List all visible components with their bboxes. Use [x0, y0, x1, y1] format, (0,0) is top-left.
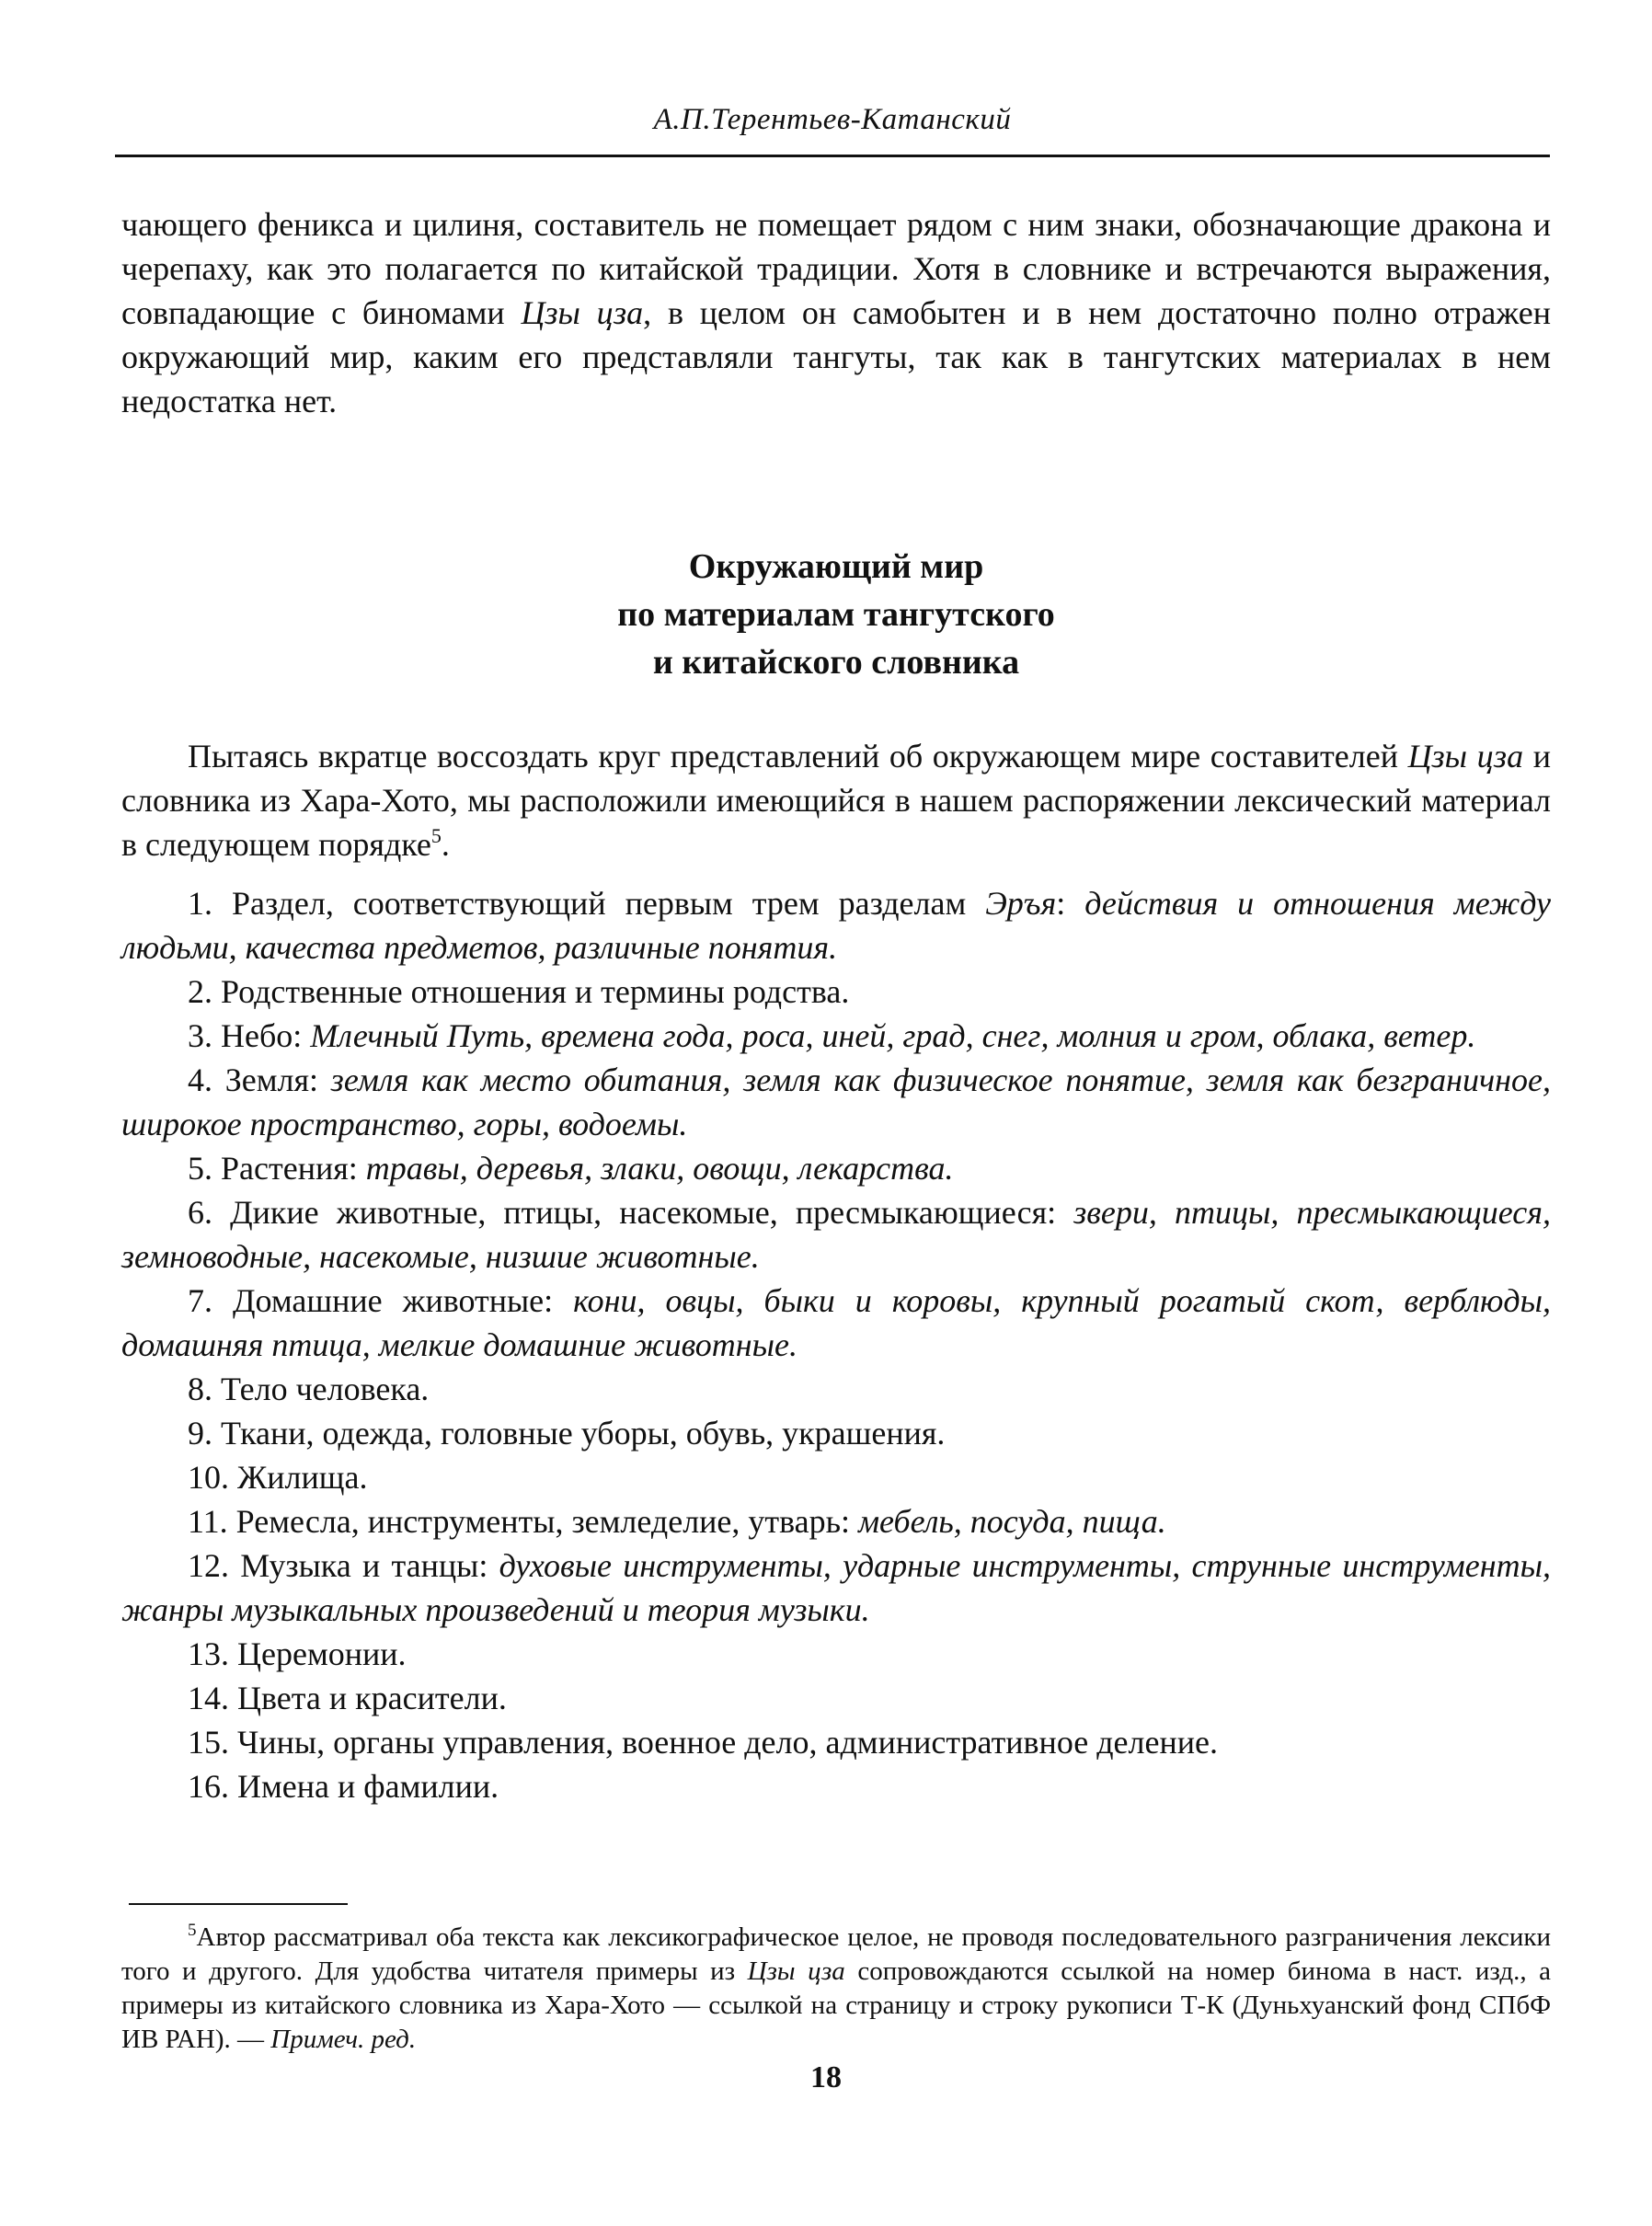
list-item — [121, 1632, 1551, 1676]
heading-line-2: по материалам тангутского — [617, 595, 1055, 634]
heading-line-3: и китайского словника — [652, 643, 1020, 682]
list-item-text: Растения: — [221, 1150, 366, 1187]
footnote-italic: Цзы цза — [747, 1956, 845, 1986]
list-item-number: 13. — [188, 1635, 229, 1672]
list-item-text: Земля: — [224, 1061, 331, 1098]
list-item-text: Ткани, одежда, головные уборы, обувь, украшения. — [221, 1415, 946, 1451]
list-item-number: 1. — [188, 885, 212, 922]
list-item-number: 4. — [188, 1061, 212, 1098]
footnote-text-2: сопровождаются ссылкой на номер бинома в наст. изд., а примеры из китайского словника из Хара-Хото — ссылкой на страницу и строку рукописи Т-К (Дуньхуанский фонд СПбФ ИВ РАН). — — [121, 1956, 1551, 2054]
list-item-italic: земля как место обитания, земля как физическое понятие, земля как безграничное, широкое пространство, горы, водоемы. — [121, 1061, 1552, 1142]
heading-line-1: Окружающий мир — [688, 547, 984, 586]
list-item-number: 8. — [188, 1371, 212, 1407]
main-text — [121, 202, 1551, 1808]
list-item-text: Небо: — [221, 1017, 311, 1054]
footnote-rule — [129, 1903, 348, 1905]
header-rule — [115, 155, 1550, 157]
list-item-number: 5. — [188, 1150, 212, 1187]
lead-text-3: . — [441, 826, 450, 863]
list-item-text: Музыка и танцы: — [240, 1547, 499, 1584]
list-item-text: Жилища. — [237, 1459, 368, 1496]
list-item — [121, 1764, 1551, 1808]
list-item-number: 16. — [188, 1768, 229, 1805]
list-item — [121, 1411, 1551, 1455]
list-item — [121, 1279, 1551, 1367]
list-item-number: 6. — [188, 1194, 212, 1231]
lead-paragraph — [121, 734, 1551, 866]
list-item — [121, 1720, 1551, 1764]
list-item-italic: кони, овцы, быки и коровы, крупный рогатый скот, верблюды, домашняя птица, мелкие домашние животные. — [121, 1282, 1551, 1363]
list-item — [121, 1146, 1551, 1190]
list-item-italic: травы, деревья, злаки, овощи, лекарства. — [365, 1150, 954, 1187]
running-head: А.П.Терентьев-Катанский — [653, 103, 1012, 136]
footnote-mark: 5 — [188, 1921, 197, 1940]
intro-paragraph — [121, 202, 1551, 423]
footnote — [121, 1921, 1551, 2057]
list-item-italic: мебель, посуда, пища. — [858, 1503, 1166, 1540]
list-item-separator: : — [1056, 885, 1085, 922]
list-item — [121, 1014, 1551, 1058]
list-item-number: 11. — [188, 1503, 228, 1540]
list-item-text: Родственные отношения и термины родства. — [221, 973, 850, 1010]
list-item — [121, 970, 1551, 1014]
topic-list — [121, 881, 1551, 1808]
lead-text-1: Пытаясь вкратце воссоздать круг представлений об окружающем мире составителей — [188, 738, 1408, 775]
lead-italic: Цзы цза — [1407, 738, 1524, 775]
list-item-text: Ремесла, инструменты, земледелие, утварь: — [235, 1503, 859, 1540]
intro-italic: Цзы цза — [521, 294, 644, 331]
list-item-italic: звери, птицы, пресмыкающиеся, земноводные, насекомые, низшие животные. — [121, 1194, 1552, 1275]
page-number: 18 — [810, 2060, 842, 2094]
list-item — [121, 1190, 1551, 1279]
list-item-number: 10. — [188, 1459, 229, 1496]
intro-rest: , в целом он самобытен и в нем достаточно полно отражен окружающий мир, каким его представляли тангуты, так как в тангутских материалах в нем недостатка нет. — [121, 294, 1551, 419]
list-item-number: 3. — [188, 1017, 212, 1054]
list-item-text: Имена и фамилии. — [237, 1768, 499, 1805]
list-item — [121, 1676, 1551, 1720]
list-item-italic: Млечный Путь, времена года, роса, иней, град, снег, молния и гром, облака, ветер. — [310, 1017, 1476, 1054]
footnote-note: Примеч. ред. — [270, 2025, 417, 2054]
list-item-number: 7. — [188, 1282, 212, 1319]
list-item-text: Чины, органы управления, военное дело, административное деление. — [237, 1724, 1218, 1761]
list-item-italic: действия и отношения между людьми, качества предметов, различные понятия. — [121, 885, 1551, 966]
list-item-number: 2. — [188, 973, 212, 1010]
list-item-text: Церемонии. — [237, 1635, 407, 1672]
list-item-number: 9. — [188, 1415, 212, 1451]
list-item — [121, 1455, 1551, 1499]
list-item — [121, 1058, 1551, 1146]
list-item-number: 14. — [188, 1680, 229, 1716]
list-item-number: 15. — [188, 1724, 229, 1761]
lead-text-2: и словника из Хара-Хото, мы расположили имеющийся в нашем распоряжении лексический материал в следующем порядке — [121, 738, 1551, 863]
intro-text: чающего феникса и цилиня, составитель не помещает рядом с ним знаки, обозначающие дракона и черепаху, как это полагается по китайской традиции. Хотя в словнике и встречаются выражения, совпадающие с биномами — [121, 206, 1551, 331]
list-item — [121, 1499, 1551, 1543]
list-item-text: Дикие животные, птицы, насекомые, пресмыкающиеся: — [230, 1194, 1074, 1231]
section-heading — [121, 543, 1551, 686]
list-item-source: Эръя — [985, 885, 1057, 922]
list-item-italic: духовые инструменты, ударные инструменты, струнные инструменты, жанры музыкальных произведений и теория музыки. — [121, 1547, 1551, 1628]
list-item-number: 12. — [188, 1547, 229, 1584]
footnote-ref[interactable]: 5 — [430, 824, 442, 847]
list-item — [121, 1367, 1551, 1411]
list-item-text: Цвета и красители. — [237, 1680, 507, 1716]
list-item — [121, 1543, 1551, 1632]
list-item-text: Раздел, соответствующий первым трем разделам — [231, 885, 986, 922]
list-item — [121, 881, 1551, 970]
list-item-text: Тело человека. — [221, 1371, 430, 1407]
list-item-text: Домашние животные: — [232, 1282, 574, 1319]
footnote-text-1: Автор рассматривал оба текста как лексикографическое целое, не проводя последовательного разграничения лексики того и другого. Для удобства читателя примеры из — [121, 1922, 1551, 1986]
